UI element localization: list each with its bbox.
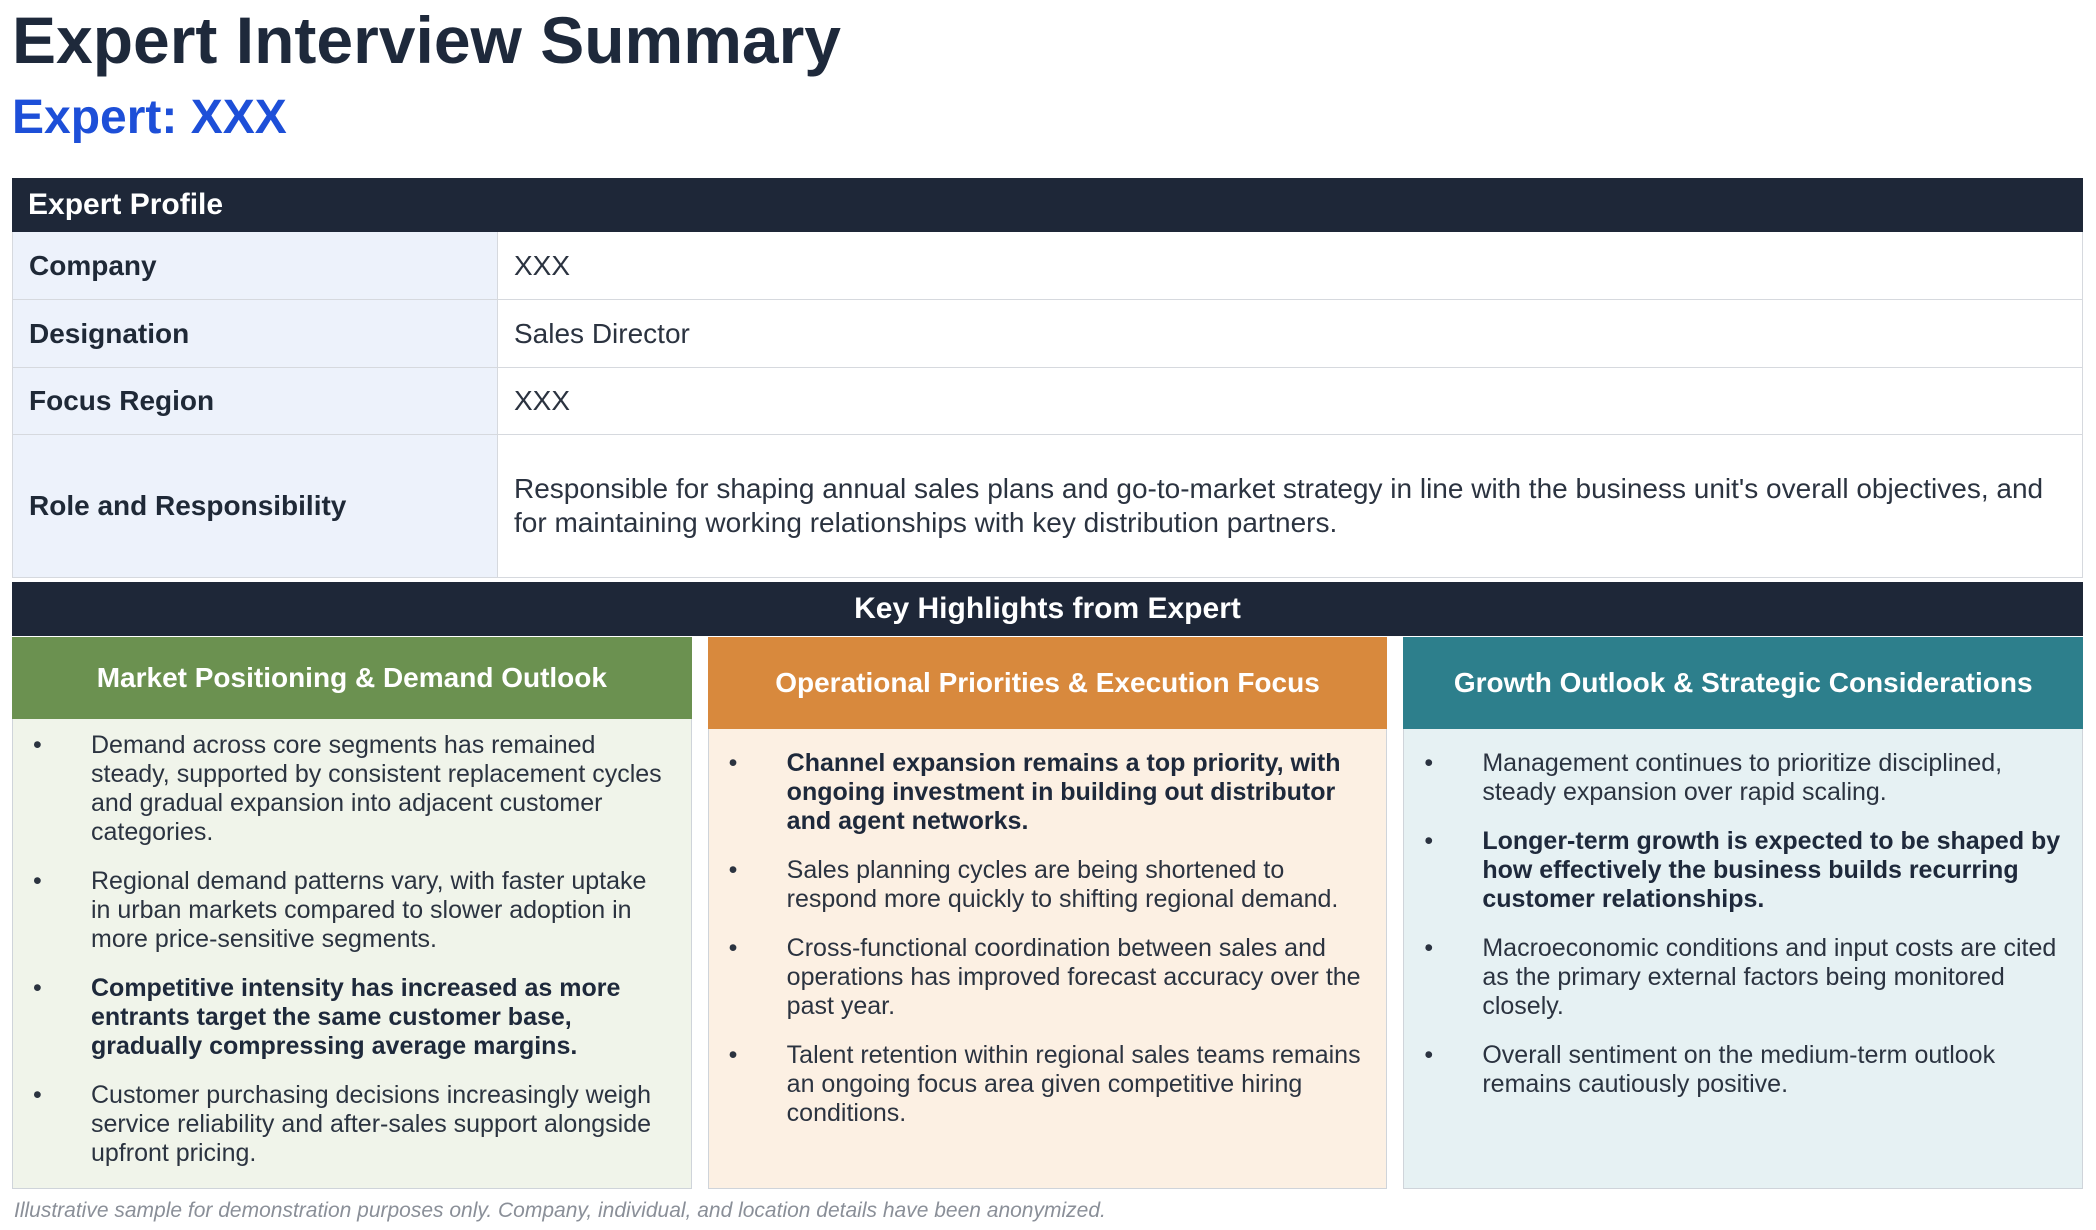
profile-row-company bbox=[12, 232, 2083, 300]
bullet-text: Management continues to prioritize disciplined, steady expansion over rapid scaling. bbox=[1482, 749, 2003, 806]
profile-value: Sales Director bbox=[514, 317, 690, 349]
highlight-column-operations bbox=[708, 637, 1388, 1189]
bullet-icon: • bbox=[33, 1081, 42, 1109]
bullet-item bbox=[1418, 749, 2062, 807]
column-body bbox=[1403, 729, 2083, 1189]
bullet-item bbox=[27, 1081, 671, 1168]
profile-value: XXX bbox=[514, 385, 571, 416]
bullet-icon: • bbox=[33, 867, 42, 895]
bullet-item bbox=[723, 856, 1367, 914]
column-title: Operational Priorities & Execution Focus bbox=[708, 637, 1388, 729]
bullet-item bbox=[27, 867, 671, 954]
profile-label: Company bbox=[13, 232, 498, 299]
bullet-list bbox=[27, 731, 671, 1168]
highlights-columns bbox=[12, 637, 2083, 1189]
bullet-item bbox=[1418, 934, 2062, 1021]
key-highlights-header: Key Highlights from Expert bbox=[12, 582, 2083, 636]
profile-value: Responsible for shaping annual sales plans and go-to-market strategy in line with the business unit's overall objectives, and for maintaining working relationships with key distribution partners. bbox=[514, 473, 2044, 538]
bullet-icon: • bbox=[1424, 934, 1434, 962]
bullet-text: Channel expansion remains a top priority, with ongoing investment in building out distributor and agent networks. bbox=[786, 749, 1341, 835]
profile-value: XXX bbox=[514, 249, 571, 281]
expert-profile-header: Expert Profile bbox=[12, 178, 2083, 232]
expert-profile-table bbox=[12, 178, 2083, 578]
bullet-icon: • bbox=[728, 1041, 738, 1069]
bullet-icon: • bbox=[728, 749, 738, 777]
profile-row-designation bbox=[12, 300, 2083, 368]
profile-label: Focus Region bbox=[13, 368, 498, 434]
bullet-text: Competitive intensity has increased as more entrants target the same customer base, gradually compressing average margins. bbox=[91, 974, 621, 1060]
highlight-column-growth bbox=[1403, 637, 2083, 1189]
footnote: Illustrative sample for demonstration purposes only. Company, individual, and location details have been anonymized. bbox=[14, 1199, 1106, 1222]
profile-label: Role and Responsibility bbox=[13, 435, 498, 577]
bullet-item bbox=[1418, 1041, 2062, 1099]
column-title: Growth Outlook & Strategic Considerations bbox=[1403, 637, 2083, 729]
profile-row-role bbox=[12, 435, 2083, 578]
bullet-icon: • bbox=[1424, 1041, 1434, 1069]
bullet-item bbox=[27, 731, 671, 847]
column-body bbox=[12, 719, 692, 1189]
bullet-item bbox=[27, 974, 671, 1061]
bullet-icon: • bbox=[33, 731, 42, 759]
bullet-icon: • bbox=[1424, 749, 1434, 777]
bullet-item bbox=[723, 749, 1367, 836]
bullet-text: Cross-functional coordination between sales and operations has improved forecast accuracy over the past year. bbox=[786, 934, 1361, 1020]
bullet-text: Overall sentiment on the medium-term outlook remains cautiously positive. bbox=[1482, 1041, 1996, 1098]
bullet-text: Demand across core segments has remained steady, supported by consistent replacement cycles and gradual expansion into adjacent customer categories. bbox=[91, 731, 662, 846]
bullet-item bbox=[1418, 827, 2062, 914]
bullet-list bbox=[723, 749, 1367, 1128]
bullet-text: Customer purchasing decisions increasingly weigh service reliability and after-sales support alongside upfront pricing. bbox=[91, 1081, 652, 1167]
highlight-column-market bbox=[12, 637, 692, 1189]
bullet-text: Regional demand patterns vary, with faster uptake in urban markets compared to slower adoption in more price-sensitive segments. bbox=[91, 867, 647, 953]
column-title: Market Positioning & Demand Outlook bbox=[12, 637, 692, 719]
bullet-item bbox=[723, 934, 1367, 1021]
bullet-text: Sales planning cycles are being shortened to respond more quickly to shifting regional demand. bbox=[786, 856, 1339, 913]
bullet-icon: • bbox=[1424, 827, 1434, 855]
profile-row-focus-region bbox=[12, 368, 2083, 435]
bullet-text: Longer-term growth is expected to be shaped by how effectively the business builds recurring customer relationships. bbox=[1482, 827, 2061, 913]
profile-label: Designation bbox=[13, 300, 498, 367]
bullet-list bbox=[1418, 749, 2062, 1099]
bullet-item bbox=[723, 1041, 1367, 1128]
bullet-text: Talent retention within regional sales teams remains an ongoing focus area given competitive hiring conditions. bbox=[786, 1041, 1361, 1127]
bullet-icon: • bbox=[728, 934, 738, 962]
page-title: Expert Interview Summary bbox=[12, 3, 841, 77]
bullet-icon: • bbox=[728, 856, 738, 884]
bullet-text: Macroeconomic conditions and input costs are cited as the primary external factors being monitored closely. bbox=[1482, 934, 2057, 1020]
column-body bbox=[708, 729, 1388, 1189]
expert-subtitle: Expert: XXX bbox=[12, 91, 287, 144]
bullet-icon: • bbox=[33, 974, 42, 1002]
